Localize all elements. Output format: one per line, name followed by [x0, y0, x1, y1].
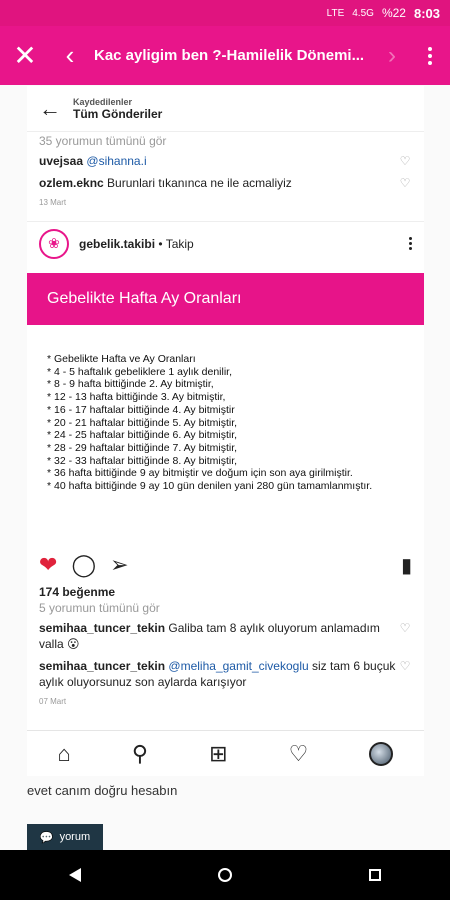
more-vert-icon[interactable] — [410, 47, 450, 65]
add-post-icon: ⊞ — [209, 740, 228, 766]
ig-tab-bar — [27, 730, 424, 776]
home-icon: ⌂ — [57, 740, 71, 766]
arrow-right-icon[interactable]: › — [388, 41, 396, 69]
chat-bubble-icon: 💬 — [39, 831, 54, 844]
ig-header — [27, 86, 424, 132]
comment-item: semihaa_tuncer_tekin @meliha_gamit_civekoglu siz tam 6 buçuk aylık oluyorsunuz son aylarda karışıyor ♡ — [39, 659, 411, 689]
status-time: 8:03 — [413, 5, 440, 21]
post-header — [27, 221, 424, 265]
lte-icon: LTE — [326, 7, 345, 19]
reply-button-label: yorum — [59, 831, 91, 843]
heart-outline-icon: ♡ — [399, 659, 411, 673]
comment-item: semihaa_tuncer_tekin Galiba tam 8 aylık oluyorum anlamadım valla 😮 ♡ — [39, 621, 411, 651]
post-body: * Gebelikte Hafta ve Ay Oranları * 4 - 5 haftalık gebeliklere 1 aylık denilir, * 8 - 9 hafta bittiğinde 2. Ay bitmiştir, * 12 - 13 hafta bittiğinde 3. Ay bitmiştir, * 16 - 17 haftalar bittiğinde 4. Ay bitmiştir * 20 - 21 haftalar bittiğinde 5. Ay bitmiştir, * 24 - 25 haftalar bittiğinde 6. Ay bitmiştir, * 28 - 29 haftalar bittiğinde 7. Ay bitmiştir, * 32 - 33 haftalar bittiğinde 8. Ay bitmiştir, * 36 hafta bittiğinde 9 ay bitmiştir ve doğum için son aya girilmiştir. * 40 hafta bittiğinde 9 ay 10 gün denilen yani 280 gün tamamlanmıştır. — [47, 353, 373, 493]
heart-filled-icon: ❤ — [39, 552, 58, 577]
status-bar — [0, 0, 450, 26]
view-all-comments-bottom: 5 yorumun tümünü gör — [39, 601, 160, 615]
like-count: 174 beğenme — [39, 585, 116, 599]
ig-header-sub: Kaydedilenler — [73, 96, 133, 107]
ig-back-arrow-icon: ← — [39, 95, 61, 121]
post-actions — [27, 545, 424, 585]
close-icon[interactable]: ✕ — [13, 40, 37, 71]
post-username: gebelik.takibi — [79, 236, 156, 251]
comment-item: ozlem.eknc Burunlari tıkanınca ne ile acmaliyiz ♡ — [39, 176, 411, 190]
app-bar — [0, 26, 450, 85]
heart-outline-icon: ♡ — [288, 740, 309, 766]
heart-outline-icon: ♡ — [399, 176, 411, 190]
share-icon: ➢ — [110, 552, 129, 577]
post-follow: • Takip — [158, 236, 194, 251]
page-title: Kac ayligim ben ?-Hamilelik Dönemi... — [94, 47, 365, 64]
post-banner: Gebelikte Hafta Ay Oranları — [27, 273, 424, 325]
nav-back-icon[interactable] — [69, 868, 81, 882]
avatar: ❀ — [39, 229, 69, 259]
system-nav-bar — [0, 850, 450, 900]
signal-icon: 4.5G — [352, 7, 374, 19]
post-menu-icon — [409, 237, 412, 250]
view-all-comments-top: 35 yorumun tümünü gör — [39, 134, 167, 148]
battery-level: %22 — [381, 6, 406, 20]
heart-outline-icon: ♡ — [399, 154, 411, 168]
profile-avatar-icon — [369, 742, 393, 766]
search-icon: ⚲ — [131, 740, 149, 766]
nav-home-icon[interactable] — [218, 868, 232, 882]
nav-recents-icon[interactable] — [369, 869, 381, 881]
forum-comment-text: evet canım doğru hesabın — [27, 783, 178, 798]
ig-header-title: Tüm Gönderiler — [73, 106, 163, 121]
comment-date: 07 Mart — [39, 697, 67, 706]
arrow-left-icon[interactable]: ‹ — [65, 40, 75, 70]
heart-outline-icon: ♡ — [399, 621, 411, 635]
comment-icon: ◯ — [71, 552, 97, 577]
comment-date: 13 Mart — [39, 198, 67, 207]
reply-button[interactable] — [27, 824, 103, 850]
bookmark-icon: ▮ — [400, 554, 412, 577]
comment-item: uvejsaa @sihanna.i ♡ — [39, 154, 411, 168]
embedded-screenshot — [27, 86, 424, 776]
